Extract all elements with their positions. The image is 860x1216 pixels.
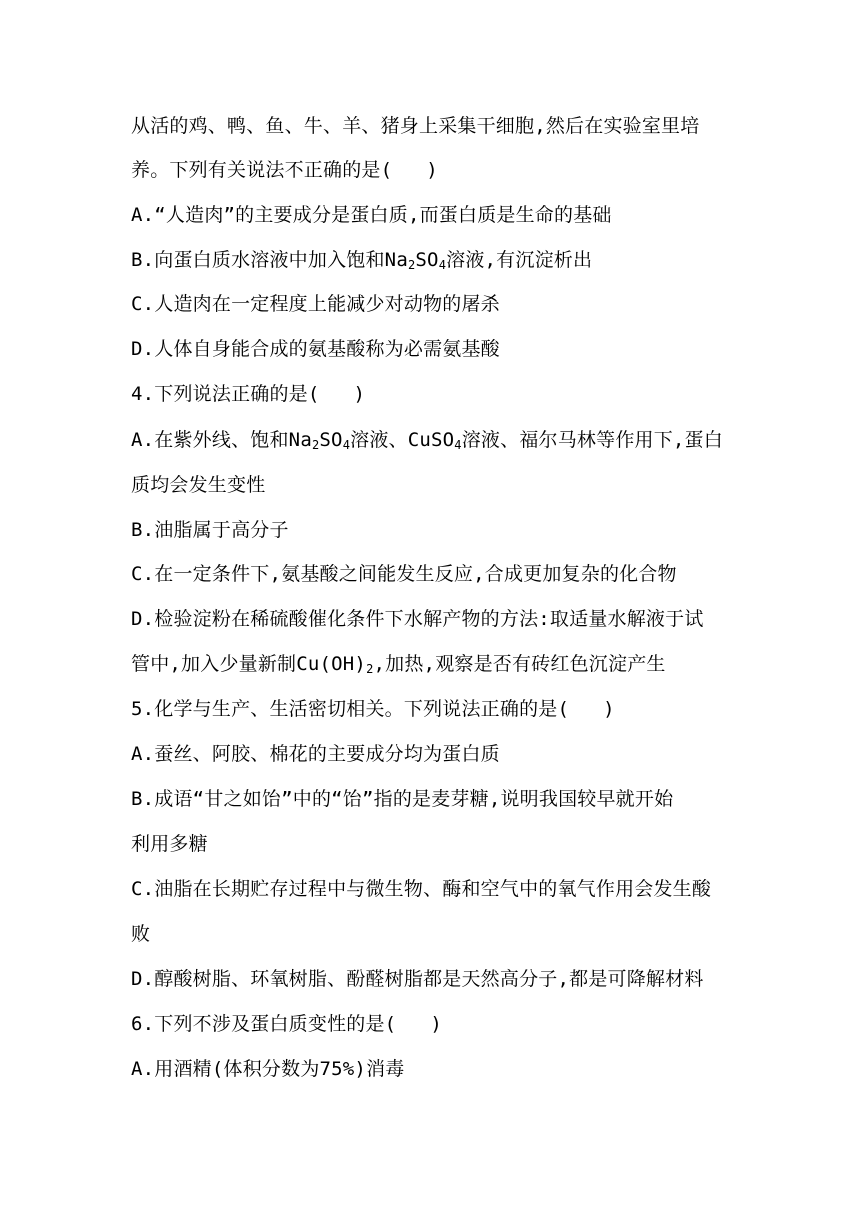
question-5-option-b-line-2: 利用多糖 — [131, 833, 208, 855]
question-5-option-c-line-2: 败 — [131, 923, 151, 945]
question-5-option-a: A.蚕丝、阿胶、棉花的主要成分均为蛋白质 — [131, 743, 500, 765]
question-3-option-c: C.人造肉在一定程度上能减少对动物的屠杀 — [131, 293, 500, 315]
question-4-option-a-line-2: 质均会发生变性 — [131, 474, 266, 496]
question-3-stem-line-2: 养。下列有关说法不正确的是( ) — [131, 159, 438, 181]
question-4-stem: 4.下列说法正确的是( ) — [131, 383, 366, 405]
question-5-option-d: D.醇酸树脂、环氧树脂、酚醛树脂都是天然高分子,都是可降解材料 — [131, 968, 704, 990]
question-4-option-d-line-2: 管中,加入少量新制$Cu(OH)_2$,加热,观察是否有砖红色沉淀产生 — [131, 653, 666, 676]
question-4-option-a-line-1: A.在紫外线、饱和$Na_2SO_4$溶液、CuSO$_4$溶液、福尔马林等作用下,蛋白 — [131, 429, 723, 452]
question-4-option-d-line-1: D.检验淀粉在稀硫酸催化条件下水解产物的方法:取适量水解液于试 — [131, 608, 704, 630]
question-4-option-c: C.在一定条件下,氨基酸之间能发生反应,合成更加复杂的化合物 — [131, 563, 677, 585]
question-3-option-a: A.“人造肉”的主要成分是蛋白质,而蛋白质是生命的基础 — [131, 204, 612, 226]
question-6-stem: 6.下列不涉及蛋白质变性的是( ) — [131, 1013, 442, 1035]
question-5-option-b-line-1: B.成语“甘之如饴”中的“饴”指的是麦芽糖,说明我国较早就开始 — [131, 788, 674, 810]
question-3-stem-line-1: 从活的鸡、鸭、鱼、牛、羊、猪身上采集干细胞,然后在实验室里培 — [131, 115, 700, 137]
question-3-option-d: D.人体自身能合成的氨基酸称为必需氨基酸 — [131, 338, 500, 360]
question-3-option-b: B.向蛋白质水溶液中加入饱和$Na_2SO_4$溶液,有沉淀析出 — [131, 249, 593, 272]
question-5-option-c-line-1: C.油脂在长期贮存过程中与微生物、酶和空气中的氧气作用会发生酸 — [131, 878, 712, 900]
question-5-stem: 5.化学与生产、生活密切相关。下列说法正确的是( ) — [131, 698, 615, 720]
question-6-option-a: A.用酒精(体积分数为75%)消毒 — [131, 1058, 405, 1080]
question-4-option-b: B.油脂属于高分子 — [131, 519, 289, 541]
